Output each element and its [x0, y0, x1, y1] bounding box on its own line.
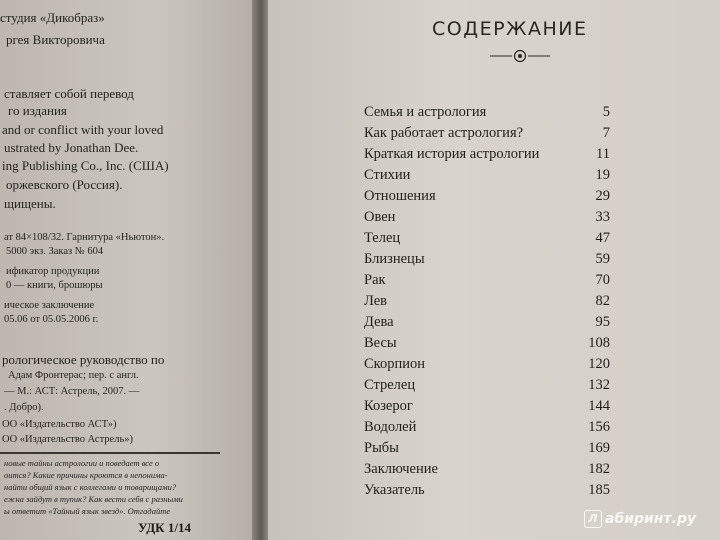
toc-entry — [364, 104, 610, 126]
annotation-line: ежна зайдут в тупик? Как вести себя с разными — [4, 494, 183, 504]
toc-entry-title: Рыбы — [364, 440, 399, 456]
annotation-line: ы ответит «Тайный язык звезд». Отгадайте — [4, 506, 171, 516]
toc-entry-title: Весы — [364, 335, 397, 351]
toc-entry-title: Лев — [364, 293, 388, 309]
toc-entry-title: Козерог — [364, 398, 413, 414]
toc-entry-title: Заключение — [364, 461, 438, 477]
toc-entry — [364, 314, 610, 336]
toc-entry — [364, 272, 610, 294]
imprint-line: ификатор продукции — [6, 266, 100, 277]
toc-entry-title: Стихии — [364, 167, 411, 183]
toc-entry-page: 169 — [588, 440, 610, 456]
toc-entry — [364, 377, 610, 399]
imprint-line: 0 — книги, брошюры — [6, 280, 103, 291]
toc-entry-page: 59 — [595, 251, 610, 267]
imprint-line: . Добро). — [4, 402, 44, 413]
toc-entry-page: 120 — [588, 356, 610, 372]
toc-entry-page: 108 — [588, 335, 610, 351]
toc-entry-page: 95 — [595, 314, 610, 330]
udk-code: УДК 1/14 — [138, 520, 191, 535]
toc-entry-title: Телец — [364, 230, 401, 246]
toc-entry — [364, 461, 610, 483]
annotation-line: новые тайны астрологии и поведает все о — [4, 458, 160, 468]
toc-entry-page: 11 — [596, 146, 610, 162]
toc-entry-page: 132 — [588, 377, 610, 393]
imprint-line: студия «Дикобраз» — [0, 10, 105, 25]
annotation-line: найти общий язык с коллегами и товарищами? — [4, 482, 177, 492]
imprint-line: and or conflict with your loved — [2, 122, 164, 137]
imprint-line: — М.: АСТ: Астрель, 2007. — — [4, 386, 140, 397]
left-page — [0, 0, 258, 540]
toc-entry-title: Рак — [364, 272, 386, 288]
toc-entry-page: 156 — [588, 419, 610, 435]
toc-entry — [364, 419, 610, 441]
toc-entry-page: 82 — [595, 293, 610, 309]
toc-entry — [364, 293, 610, 315]
toc-entry-title: Отношения — [364, 188, 436, 204]
toc-entry-page: 185 — [588, 482, 610, 498]
toc-entry-title: Стрелец — [364, 377, 416, 393]
toc-entry — [364, 209, 610, 231]
toc-entry-page: 19 — [595, 167, 610, 183]
toc-entry — [364, 230, 610, 252]
toc-entry — [364, 167, 610, 189]
toc-entry-title: Скорпион — [364, 356, 426, 372]
toc-entry — [364, 356, 610, 378]
toc-entry-page: 5 — [602, 104, 610, 120]
site-watermark — [584, 510, 696, 528]
imprint-line: ОО «Издательство АСТ») — [2, 419, 117, 430]
toc-entry-title: Близнецы — [364, 251, 425, 267]
toc-entry — [364, 251, 610, 273]
toc-entry — [364, 482, 610, 504]
toc-entry-page: 70 — [595, 272, 610, 288]
imprint-line: ат 84×108/32. Гарнитура «Ньютон». — [4, 232, 165, 243]
toc-entry-page: 47 — [595, 230, 610, 246]
annotation-line: оится? Какие причины кроются в непонима- — [4, 470, 168, 480]
toc-entry-page: 33 — [595, 209, 610, 225]
toc-entry-title: Овен — [364, 209, 396, 225]
toc-entry — [364, 335, 610, 357]
imprint-line: ОО «Издательство Астрель») — [2, 434, 133, 445]
right-page — [268, 0, 720, 540]
toc-title: СОДЕРЖАНИЕ — [432, 18, 588, 40]
imprint-line: 05.06 от 05.05.2006 г. — [4, 314, 99, 325]
section-divider — [0, 452, 220, 454]
imprint-line: Адам Фронтерас; пер. с англ. — [8, 370, 139, 381]
toc-entry-page: 144 — [588, 398, 610, 414]
toc-entry-page: 7 — [602, 125, 610, 141]
toc-entry — [364, 440, 610, 462]
imprint-line: ing Publishing Co., Inc. (США) — [2, 158, 169, 173]
toc-entry-title: Как работает астрология? — [364, 125, 524, 141]
toc-entry-title: Семья и астрология — [364, 104, 487, 120]
toc-entry — [364, 398, 610, 420]
watermark-text: абиринт.ру — [605, 511, 697, 527]
toc-entry-page: 29 — [595, 188, 610, 204]
toc-entry — [364, 146, 610, 168]
imprint-line: ustrated by Jonathan Dee. — [4, 140, 139, 155]
imprint-line: ическое заключение — [4, 300, 95, 311]
imprint-line: ставляет собой перевод — [4, 86, 134, 101]
imprint-line: 5000 экз. Заказ № 604 — [6, 246, 104, 257]
toc-entry-title: Водолей — [364, 419, 417, 435]
imprint-line: го издания — [8, 103, 67, 118]
imprint-line: ргея Викторовича — [6, 32, 105, 47]
toc-entry-title: Краткая история астрологии — [364, 146, 540, 162]
labyrinth-logo-icon: Л — [584, 510, 602, 528]
imprint-line: оржевского (Россия). — [6, 177, 123, 192]
imprint-line: рологическое руководство по — [2, 352, 165, 367]
imprint-line: щищены. — [4, 196, 56, 211]
toc-entry-title: Дева — [364, 314, 394, 330]
toc-entry-page: 182 — [588, 461, 610, 477]
ornament-icon — [490, 49, 550, 63]
toc-entry — [364, 125, 610, 147]
toc-entry-title: Указатель — [364, 482, 425, 498]
toc-entry — [364, 188, 610, 210]
